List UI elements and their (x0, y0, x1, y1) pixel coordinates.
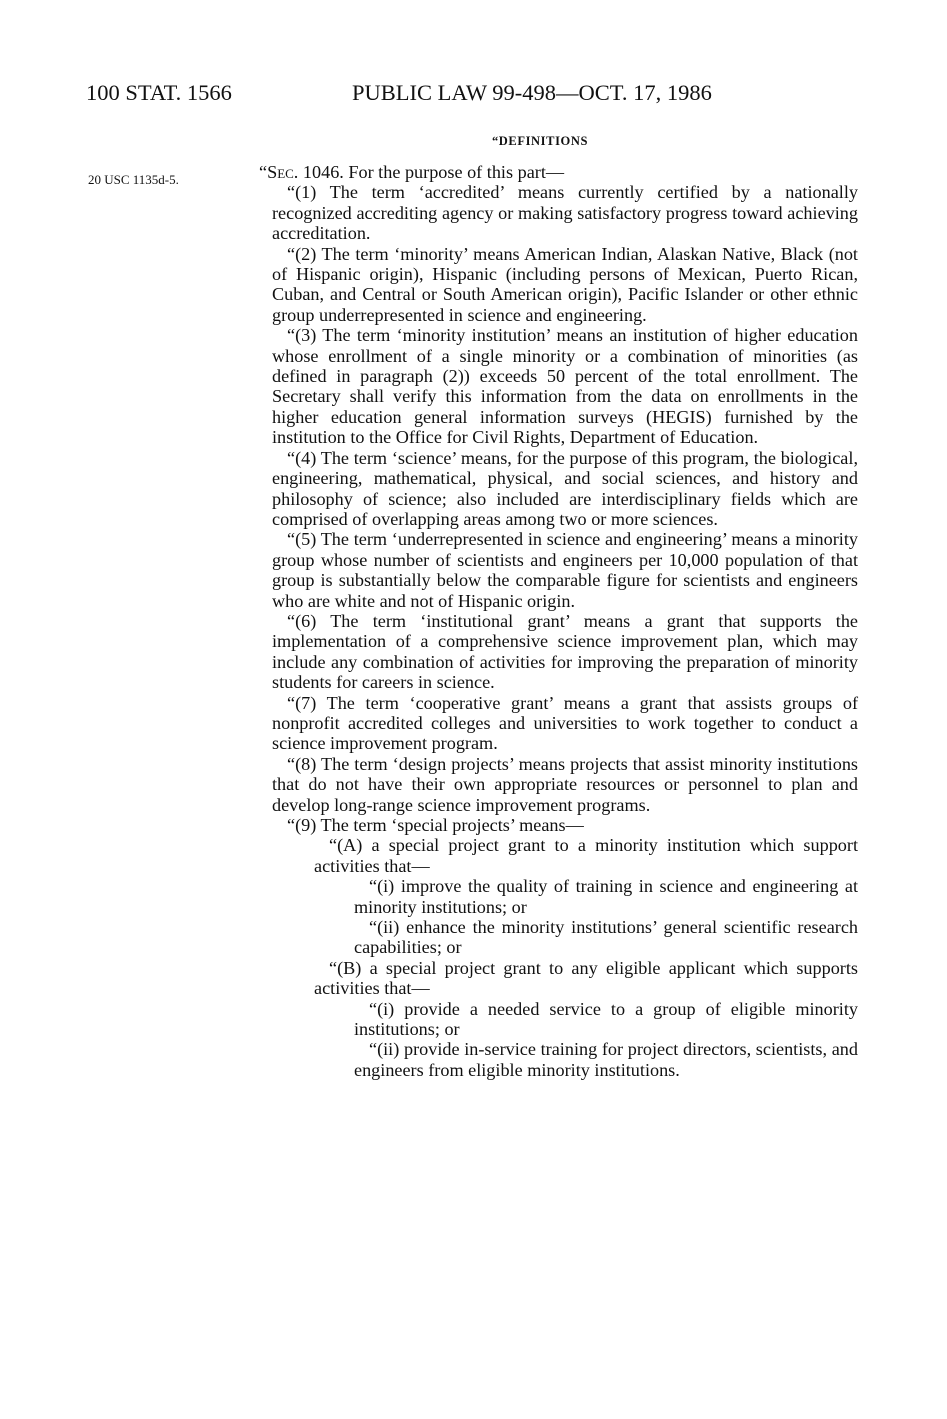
usc-margin-note: 20 USC 1135d-5. (88, 172, 179, 187)
def-design-projects: “(8) The term ‘design projects’ means projects that assist minority institutions that do not have their own appropriate resources or personnel to plan and develop long-range science improvement programs. (272, 753, 858, 815)
def-cooperative-grant: “(7) The term ‘cooperative grant’ means a grant that assists groups of nonprofit accredited colleges and universities to work together to conduct a science improvement program. (272, 692, 858, 754)
section-body (259, 162, 858, 1080)
def-accredited: “(1) The term ‘accredited’ means currently certified by a nationally recognized accrediting agency or making satisfactory progress toward achieving accreditation. (272, 182, 858, 244)
special-projects-a: “(A) a special project grant to a minority institution which support activities that— (314, 835, 858, 876)
section-intro-text: 1046. For the purpose of this part— (298, 162, 565, 182)
page-header (86, 80, 866, 112)
special-projects-b-i: “(i) provide a needed service to a group of eligible minority institutions; or (354, 998, 858, 1040)
def-institutional-grant: “(6) The term ‘institutional grant’ means a grant that supports the implementation of a comprehensive science improvement plan, which may include any combination of activities for improving the preparation of minority students for careers in science. (272, 610, 858, 693)
special-projects-a-i: “(i) improve the quality of training in science and engineering at minority institutions; or (354, 876, 858, 917)
special-projects-a-ii: “(ii) enhance the minority institutions’ general scientific research capabilities; or (354, 917, 858, 958)
def-underrepresented: “(5) The term ‘underrepresented in science and engineering’ means a minority group whose number of scientists and engineers per 10,000 population of that group is substantially below the comparable figure for scientists and engineers who are white and not of Hispanic origin. (272, 529, 858, 611)
def-special-projects: “(9) The term ‘special projects’ means— (287, 815, 584, 835)
statute-page-reference: 100 STAT. 1566 (86, 80, 232, 105)
def-minority: “(2) The term ‘minority’ means American Indian, Alaskan Native, Black (not of Hispanic origin), Hispanic (including persons of Mexican, Puerto Rican, Cuban, and Central or South American origin), Pacific Islander or other ethnic group underrepresented in science and engineering. (272, 243, 858, 325)
section-label: “Sec. (259, 162, 299, 182)
def-minority-institution: “(3) The term ‘minority institution’ means an institution of higher education whose enrollment of a single minority or a combination of minorities (as defined in paragraph (2)) exceeds 50 percent of the total enrollment. The Secretary shall verify this information from the data on enrollments in the higher education general information surveys (HEGIS) furnished by the institution to the Office for Civil Rights, Department of Education. (272, 325, 858, 448)
def-science: “(4) The term ‘science’ means, for the purpose of this program, the biological, engineering, mathematical, physical, and social sciences, and history and philosophy of science; also included are interdisciplinary fields which are comprised of overlapping areas among two or more sciences. (272, 447, 858, 529)
public-law-reference: PUBLIC LAW 99-498—OCT. 17, 1986 (352, 80, 712, 105)
section-intro (259, 162, 858, 182)
special-projects-b-ii: “(ii) provide in-service training for project directors, scientists, and engineers from eligible minority institutions. (354, 1039, 858, 1080)
section-heading: “DEFINITIONS (491, 134, 589, 148)
special-projects-b: “(B) a special project grant to any eligible applicant which supports activities that— (314, 957, 858, 999)
